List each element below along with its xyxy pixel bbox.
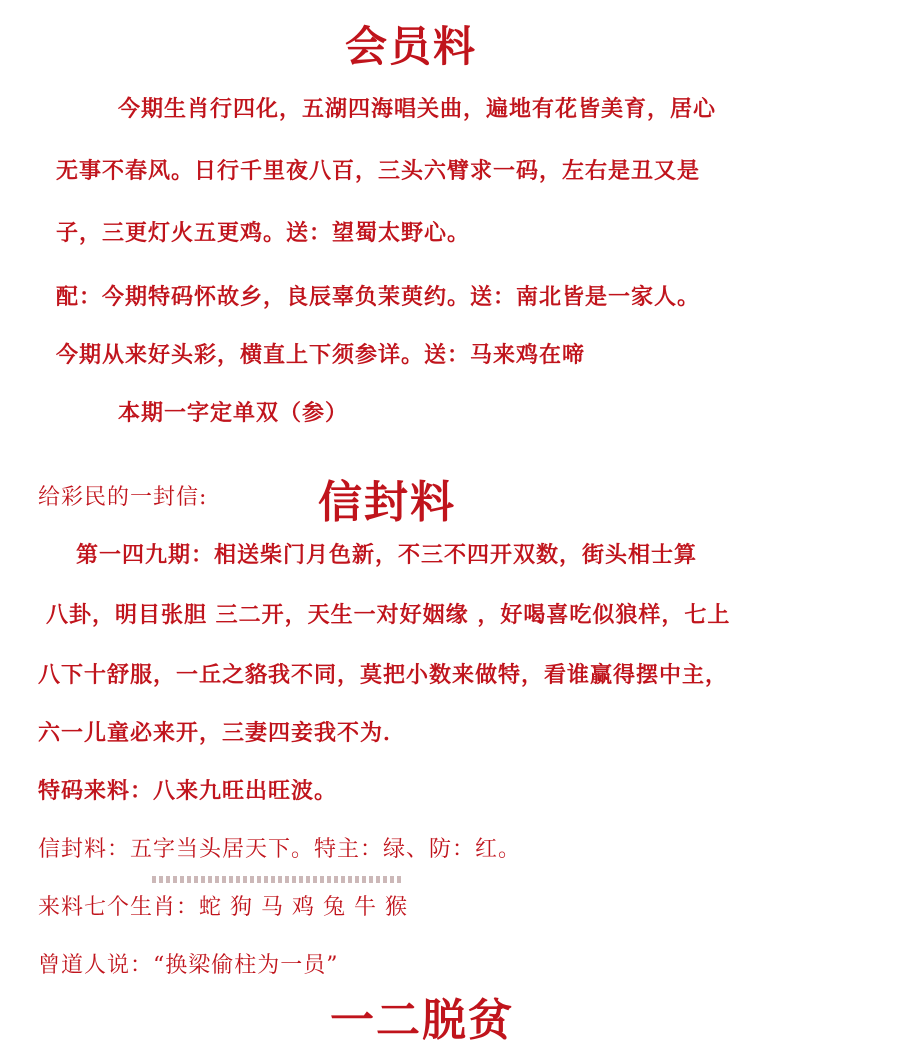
member-line-3: 子，三更灯火五更鸡。送：望蜀太野心。: [56, 220, 471, 246]
letter-title: 信封料: [318, 477, 456, 528]
footer-title: 一二脱贫: [330, 995, 514, 1046]
letter-label: 给彩民的一封信:: [38, 485, 208, 510]
letter-line-1: 第一四九期：相送柴门月色新，不三不四开双数，街头相士算: [76, 542, 698, 568]
member-line-1: 今期生肖行四化，五湖四海唱关曲，遍地有花皆美育，居心: [118, 96, 717, 122]
member-line-5: 今期从来好头彩，横直上下须参详。送：马来鸡在啼: [56, 342, 586, 368]
letter-line-7: 来料七个生肖：蛇 狗 马 鸡 兔 牛 猴: [38, 895, 408, 920]
letter-line-5: 特码来料：八来九旺出旺波。: [38, 778, 338, 804]
print-smudge: [152, 876, 402, 883]
member-line-4: 配：今期特码怀故乡，良辰辜负茉萸约。送：南北皆是一家人。: [56, 284, 701, 310]
letter-line-4: 六一儿童必来开，三妻四妾我不为．: [38, 720, 407, 746]
member-title: 会员料: [345, 22, 478, 71]
letter-line-2: 八卦，明目张胆 三二开，天生一对好姻缘 ，好喝喜吃似狼样，七上: [46, 602, 731, 628]
letter-line-3: 八下十舒服，一丘之貉我不同，莫把小数来做特，看谁赢得摆中主，: [38, 662, 729, 688]
letter-line-6: 信封料：五字当头居天下。特主：绿、防：红。: [38, 837, 522, 862]
member-line-6: 本期一字定单双（参）: [118, 400, 349, 426]
letter-line-8: 曾道人说：“换梁偷柱为一员”: [38, 953, 339, 978]
member-line-2: 无事不春风。日行千里夜八百，三头六臂求一码，左右是丑又是: [56, 158, 701, 184]
